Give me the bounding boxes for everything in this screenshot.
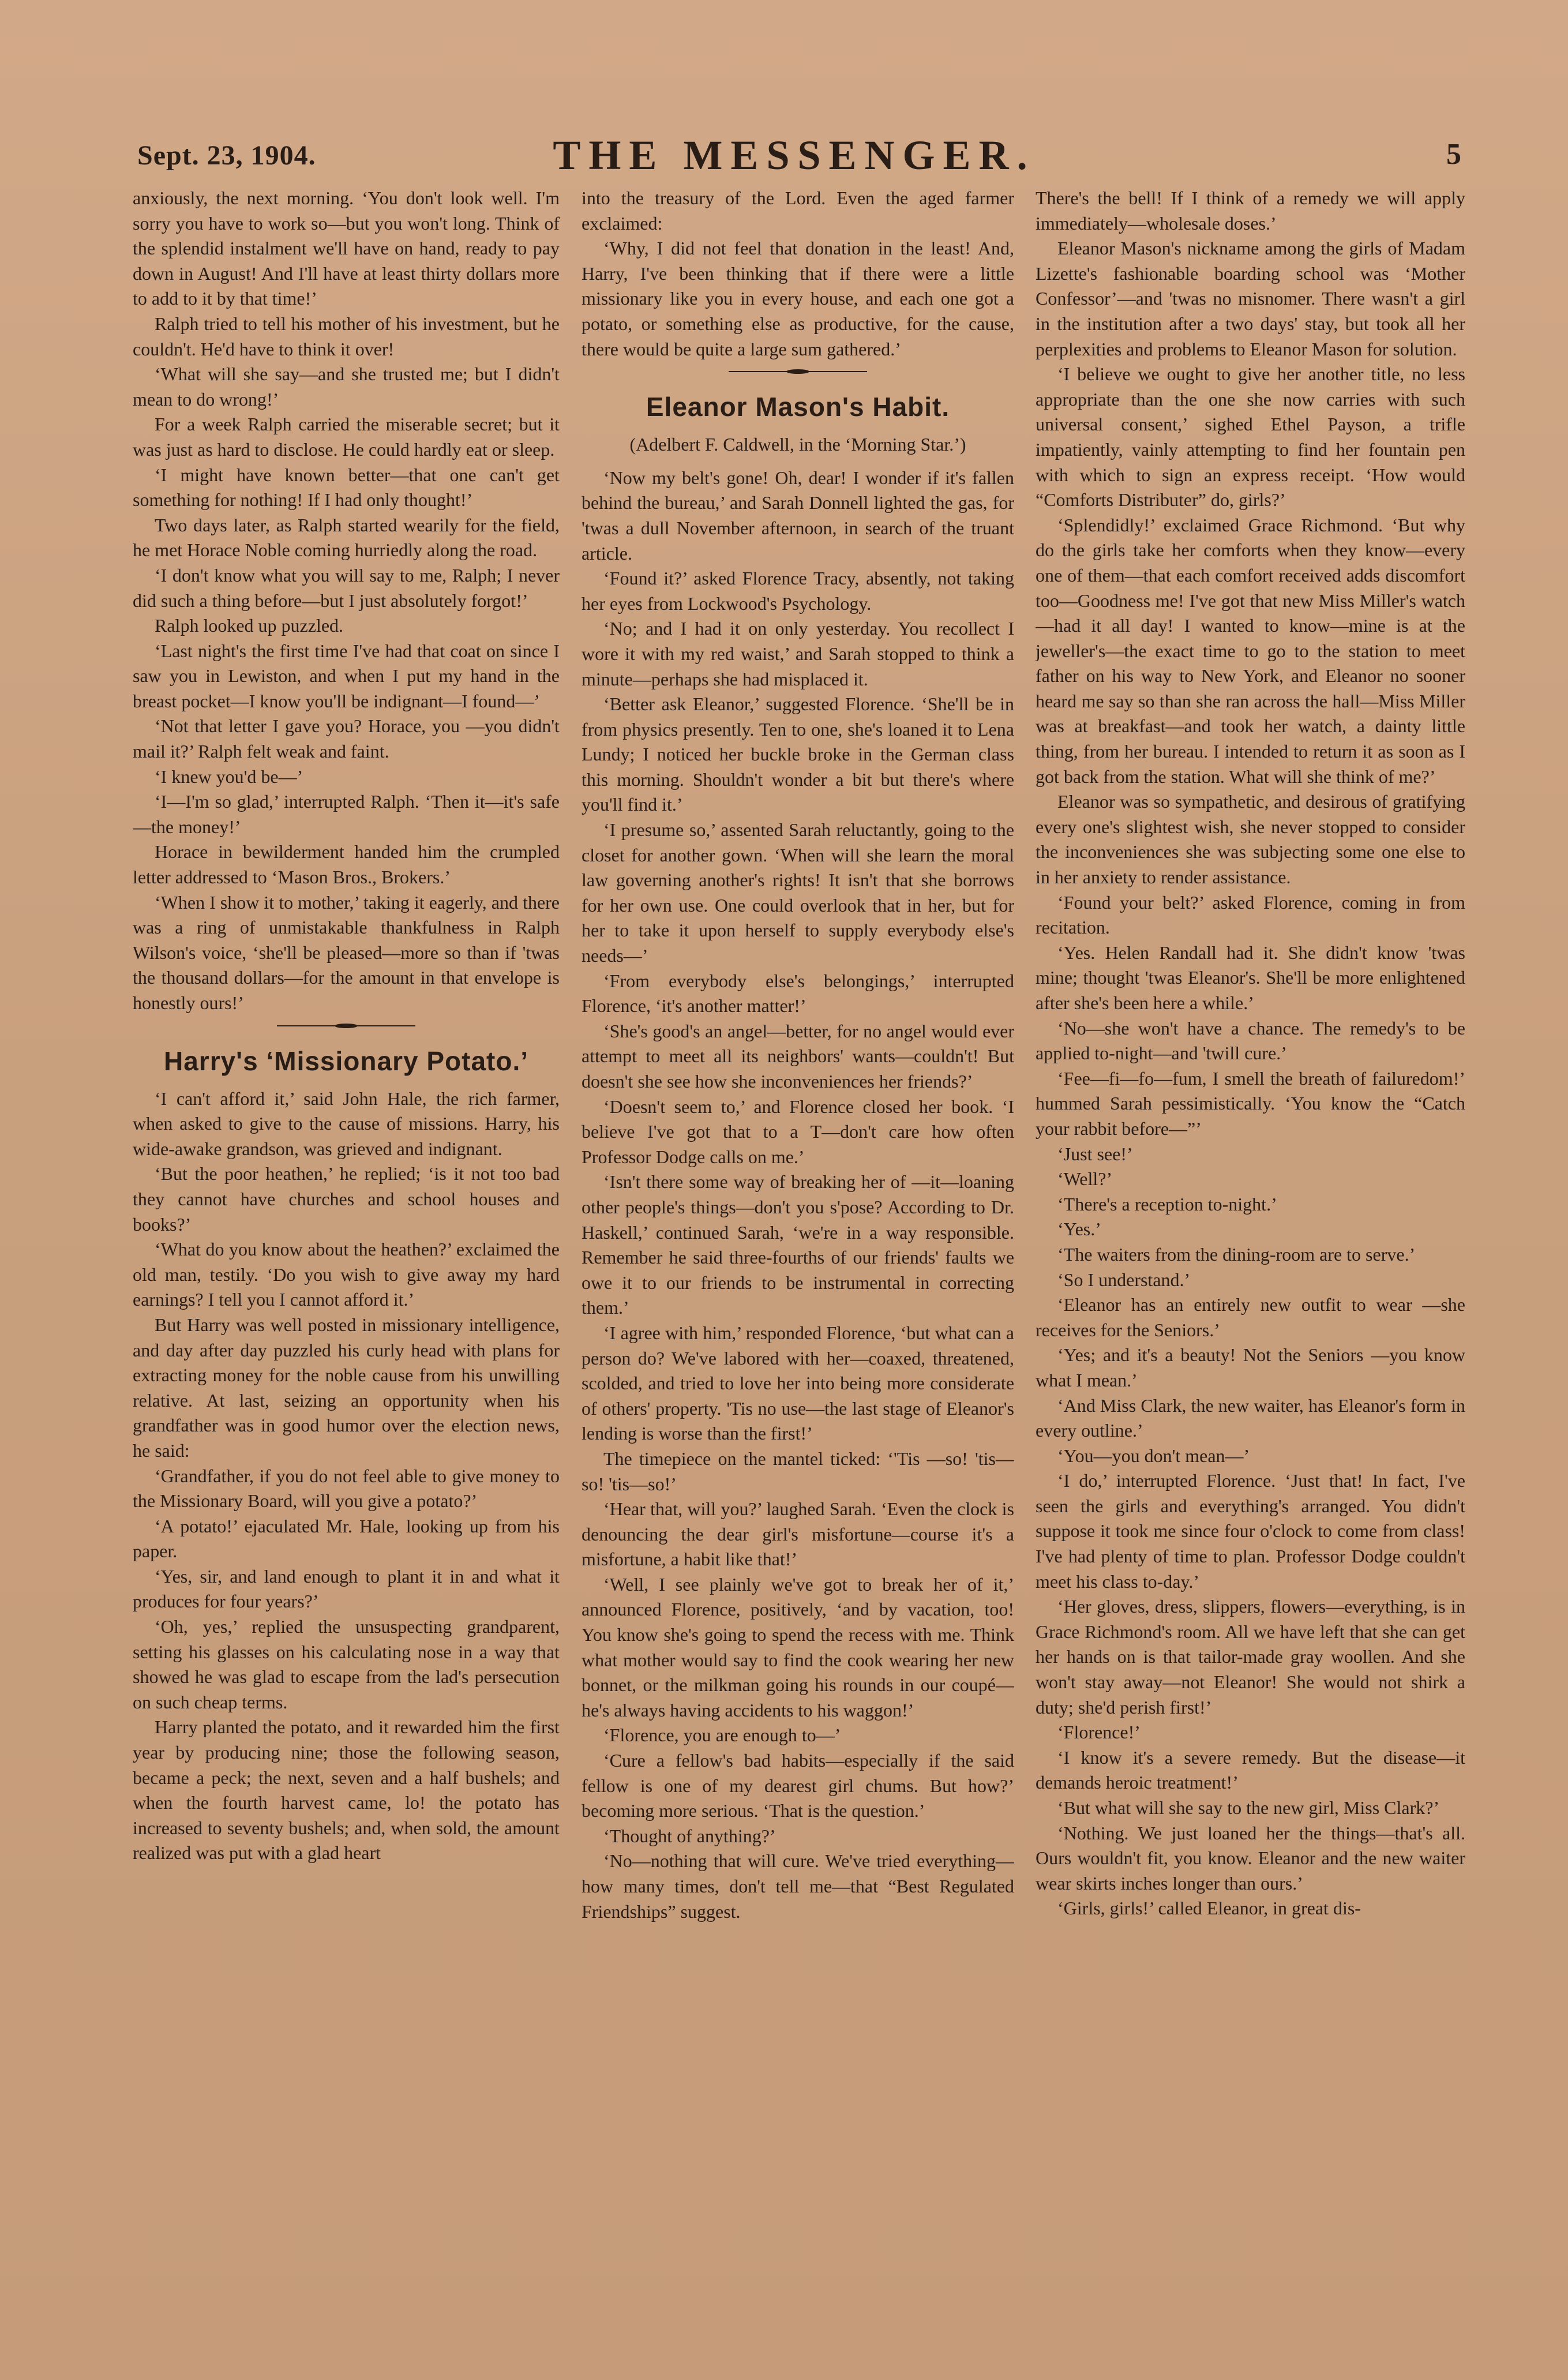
paragraph: ‘I believe we ought to give her another title, no less appropriate than the one she now carries with such universal consent,’ sighed Ethel Payson, a trifle impatiently, vainly attempting to find her fountain pen with which to sign an express receipt. ‘How would “Comforts Distributer” do, girls?’ — [1036, 363, 1465, 511]
paragraph: Eleanor Mason's nickname among the girls of Madam Lizette's fashionable boarding school was ‘Mother Confessor’—and 'twas no misnomer. There wasn't a girl in the institution after a two days' stay, but took all her perplexities and problems to Eleanor Mason for solution. — [1036, 238, 1465, 359]
paragraph: into the treasury of the Lord. Even the aged farmer exclaimed: — [582, 188, 1014, 234]
section-divider — [729, 368, 867, 376]
paragraph: But Harry was well posted in missionary intelligence, and day after day puzzled his curly head with plans for extracting money for the noble cause from his unwilling relative. At last, seizing an opportunity when his grandfather was in good humor over the election news, he said: — [133, 1314, 560, 1461]
paragraph: ‘I don't know what you will say to me, Ralph; I never did such a thing before—but I just absolutely forgot!’ — [133, 564, 560, 611]
paragraph: ‘But what will she say to the new girl, Miss Clark?’ — [1057, 1797, 1440, 1818]
paragraph: Ralph tried to tell his mother of his investment, but he couldn't. He'd have to think it over! — [133, 313, 560, 359]
paragraph: The timepiece on the mantel ticked: ‘'Tis —so! 'tis—so! 'tis—so!’ — [582, 1448, 1014, 1494]
column-2 — [582, 186, 1014, 2367]
paragraph: ‘I do,’ interrupted Florence. ‘Just that! In fact, I've seen the girls and everything's arranged. You didn't suppose it took me since four o'clock to come from class! I've had plenty of time to plan. Professor Dodge couldn't meet his class to-day.’ — [1036, 1470, 1465, 1592]
paragraph: For a week Ralph carried the miserable secret; but it was just as hard to disclose. He could hardly eat or sleep. — [133, 414, 560, 460]
paragraph: ‘Fee—fi—fo—fum, I smell the breath of failuredom!’ hummed Sarah pessimistically. ‘You know the “Catch your rabbit before—”’ — [1036, 1067, 1465, 1139]
paragraph: Horace in bewilderment handed him the crumpled letter addressed to ‘Mason Bros., Brokers.’ — [133, 841, 560, 888]
newspaper-title: THE MESSENGER. — [553, 132, 1036, 178]
paragraph: Eleanor was so sympathetic, and desirous of gratifying every one's slightest wish, she never stopped to consider the inconveniences she was subjecting some one else to in her anxiety to render assistance. — [1036, 791, 1465, 888]
paragraph: ‘Yes.’ — [1057, 1219, 1101, 1240]
paragraph: Harry planted the potato, and it rewarded him the first year by producing nine; those the following season, became a peck; the next, seven and a half bushels; and when the fourth harvest came, lo! the potato has increased to seventy bushels; and, when sold, the amount realized was put with a glad heart — [133, 1716, 560, 1864]
paragraph: ‘Yes; and it's a beauty! Not the Seniors —you know what I mean.’ — [1036, 1344, 1465, 1390]
paragraph: ‘Yes, sir, and land enough to plant it in and what it produces for four years?’ — [133, 1565, 560, 1612]
paragraph: ‘And Miss Clark, the new waiter, has Eleanor's form in every outline.’ — [1036, 1395, 1465, 1441]
article-headline: Eleanor Mason's Habit. — [646, 392, 950, 422]
paragraph: ‘No—nothing that will cure. We've tried everything—how many times, don't tell me—that “Best Regulated Friendships” suggest. — [582, 1850, 1014, 1922]
masthead — [127, 132, 1461, 183]
paragraph: ‘Better ask Eleanor,’ suggested Florence. ‘She'll be in from physics presently. Ten to one, she's loaned it to Lena Lundy; I noticed her buckle broke in the German class this morning. Shouldn't wonder a bit but there's where you'll find it.’ — [582, 694, 1014, 815]
paragraph: ‘But the poor heathen,’ he replied; ‘is it not too bad they cannot have churches and school houses and books?’ — [133, 1163, 560, 1235]
paragraph: ‘Now my belt's gone! Oh, dear! I wonder if it's fallen behind the bureau,’ and Sarah Donnell lighted the gas, for 'twas a dull November afternoon, in search of the truant article. — [582, 467, 1014, 564]
paragraph: ‘I knew you'd be—’ — [155, 766, 303, 787]
article-headline: Harry's ‘Missionary Potato.’ — [163, 1045, 529, 1076]
page-number: 5 — [1446, 138, 1461, 171]
issue-date: Sept. 23, 1904. — [137, 140, 316, 171]
paragraph: ‘What will she say—and she trusted me; but I didn't mean to do wrong!’ — [133, 363, 560, 410]
paragraph: ‘There's a reception to-night.’ — [1057, 1193, 1277, 1215]
paragraph: ‘Well, I see plainly we've got to break her of it,’ announced Florence, positively, ‘and by vacation, too! You know she's going to spend the recess with me. Think what mother would say to find the cook wearing her new bonnet, or the milkman going his rounds in our coupé—he's always having accidents to his waggon!’ — [582, 1573, 1014, 1721]
paragraph: ‘Hear that, will you?’ laughed Sarah. ‘Even the clock is denouncing the dear girl's misfortune—course it's a misfortune, a habit like that!’ — [582, 1498, 1014, 1570]
column-1 — [133, 186, 560, 2367]
paragraph: ‘Yes. Helen Randall had it. She didn't know 'twas mine; thought 'twas Eleanor's. She'll be more enlightened after she's been here a while.’ — [1036, 942, 1465, 1013]
paragraph: ‘I agree with him,’ responded Florence, ‘but what can a person do? We've labored with her—coaxed, threatened, scolded, and tried to love her into being more considerate of others' property. 'Tis no use—the last stage of Eleanor's lending is worse than the first!’ — [582, 1322, 1014, 1444]
paragraph: ‘So I understand.’ — [1057, 1269, 1191, 1290]
paragraph: ‘Splendidly!’ exclaimed Grace Richmond. ‘But why do the girls take her comforts when they know—every one of them—that each comfort received adds discomfort too—Goodness me! I've got that new Miss Miller's watch—had it all day! I wanted to know—mine is at the jeweller's—the exact time to go to the station to meet father on his way to New York, and Eleanor no sooner heard me say so than she ran across the hall—Miss Miller was at breakfast—and took her watch, a dainty little thing, from her bureau. I intended to return it as soon as I got back from the station. What will she think of me?’ — [1036, 514, 1465, 787]
paragraph: ‘Oh, yes,’ replied the unsuspecting grandparent, setting his glasses on his calculating nose in a way that showed he was glad to escape from the lad's persecution on such cheap terms. — [133, 1616, 560, 1712]
paragraph: ‘Last night's the first time I've had that coat on since I saw you in Lewiston, and when I put my hand in the breast pocket—I know you'll be indignant—I found—’ — [133, 640, 560, 711]
paragraph: ‘I—I'm so glad,’ interrupted Ralph. ‘Then it—it's safe—the money!’ — [133, 791, 560, 837]
paragraph: ‘Found it?’ asked Florence Tracy, absently, not taking her eyes from Lockwood's Psychology. — [582, 568, 1014, 614]
paragraph: ‘Why, I did not feel that donation in the least! And, Harry, I've been thinking that if there were a little missionary like you in every house, and each one got a potato, or something else as productive, for the cause, there would be quite a large sum gathered.’ — [582, 238, 1014, 359]
paragraph: anxiously, the next morning. ‘You don't look well. I'm sorry you have to work so—but you won't long. Think of the splendid instalment we'll have on hand, ready to pay down in August! And I'll have at least thirty dollars more to add to it by that time!’ — [133, 188, 560, 309]
paragraph: ‘You—you don't mean—’ — [1057, 1445, 1250, 1466]
paragraph: ‘I can't afford it,’ said John Hale, the rich farmer, when asked to give to the cause of missions. Harry, his wide-awake grandson, was grieved and indignant. — [133, 1088, 560, 1159]
paragraph: ‘Found your belt?’ asked Florence, coming in from recitation. — [1036, 891, 1465, 938]
article-byline: (Adelbert F. Caldwell, in the ‘Morning Star.’) — [629, 434, 966, 455]
paragraph: ‘When I show it to mother,’ taking it eagerly, and there was a ring of unmistakable thankfulness in Ralph Wilson's voice, ‘she'll be pleased—more so than if 'twas the thousand dollars—for the amount in that envelope is honestly ours!’ — [133, 891, 560, 1013]
paragraph: ‘Doesn't seem to,’ and Florence closed her book. ‘I believe I've got that to a T—don't care how often Professor Dodge calls on me.’ — [582, 1096, 1014, 1167]
paragraph: ‘No—she won't have a chance. The remedy's to be applied to-night—and 'twill cure.’ — [1036, 1017, 1465, 1064]
paragraph: ‘A potato!’ ejaculated Mr. Hale, looking up from his paper. — [133, 1515, 560, 1562]
paragraph: ‘Her gloves, dress, slippers, flowers—everything, is in Grace Richmond's room. All we have left that she can get her hands on is that tailor-made gray woollen. And she won't stay away—not Eleanor! She would not shirk a duty; she'd perish first!’ — [1036, 1596, 1465, 1718]
paragraph: ‘Just see!’ — [1057, 1143, 1133, 1164]
paragraph: ‘She's good's an angel—better, for no angel would ever attempt to meet all its neighbors' wants—couldn't! But doesn't she see how she inconveniences her friends?’ — [582, 1020, 1014, 1092]
paragraph: ‘Cure a fellow's bad habits—especially if the said fellow is one of my dearest girl chums. But how?’ becoming more serious. ‘That is the question.’ — [582, 1750, 1014, 1821]
paragraph: Two days later, as Ralph started wearily for the field, he met Horace Noble coming hurriedly along the road. — [133, 514, 560, 561]
paragraph: ‘Grandfather, if you do not feel able to give money to the Missionary Board, will you give a potato?’ — [133, 1465, 560, 1512]
paragraph: There's the bell! If I think of a remedy we will apply immediately—wholesale doses.’ — [1036, 188, 1465, 234]
paragraph: ‘The waiters from the dining-room are to serve.’ — [1057, 1243, 1416, 1265]
section-divider — [277, 1022, 415, 1030]
paragraph: ‘Isn't there some way of breaking her of —it—loaning other people's things—don't you s'pose? According to Dr. Haskell,’ continued Sarah, ‘we're in a way responsible. Remember he said three-fourths of our friends' faults we owe it to our friends to be instrumental in correcting them.’ — [582, 1171, 1014, 1318]
paragraph: ‘I might have known better—that one can't get something for nothing! If I had only thought!’ — [133, 464, 560, 511]
paragraph: ‘Florence, you are enough to—’ — [603, 1725, 841, 1746]
paragraph: ‘What do you know about the heathen?’ exclaimed the old man, testily. ‘Do you wish to give away my hard earnings? I tell you I cannot afford it.’ — [133, 1239, 560, 1310]
paragraph: ‘Not that letter I gave you? Horace, you —you didn't mail it?’ Ralph felt weak and faint. — [133, 715, 560, 762]
paragraph: Ralph looked up puzzled. — [155, 615, 344, 636]
paragraph: ‘Girls, girls!’ called Eleanor, in great dis- — [1057, 1898, 1361, 1919]
paragraph: ‘Eleanor has an entirely new outfit to wear —she receives for the Seniors.’ — [1036, 1294, 1465, 1340]
paragraph: ‘Well?’ — [1057, 1168, 1113, 1190]
column-3 — [1036, 186, 1465, 2367]
paragraph: ‘No; and I had it on only yesterday. You recollect I wore it with my red waist,’ and Sarah stopped to think a minute—perhaps she had misplaced it. — [582, 618, 1014, 689]
paragraph: ‘Nothing. We just loaned her the things—that's all. Ours wouldn't fit, you know. Eleanor and the new waiter wear skirts inches longer than ours.’ — [1036, 1822, 1465, 1894]
paragraph: ‘From everybody else's belongings,’ interrupted Florence, ‘it's another matter!’ — [582, 970, 1014, 1017]
paragraph: ‘I presume so,’ assented Sarah reluctantly, going to the closet for another gown. ‘When will she learn the moral law governing another's rights! It isn't that she borrows for her own use. One could overlook that in her, but for her to take it upon herself to supply everybody else's needs—’ — [582, 819, 1014, 966]
paragraph: ‘I know it's a severe remedy. But the disease—it demands heroic treatment!’ — [1036, 1746, 1465, 1793]
paragraph: ‘Florence!’ — [1057, 1722, 1141, 1743]
paragraph: ‘Thought of anything?’ — [603, 1825, 776, 1846]
